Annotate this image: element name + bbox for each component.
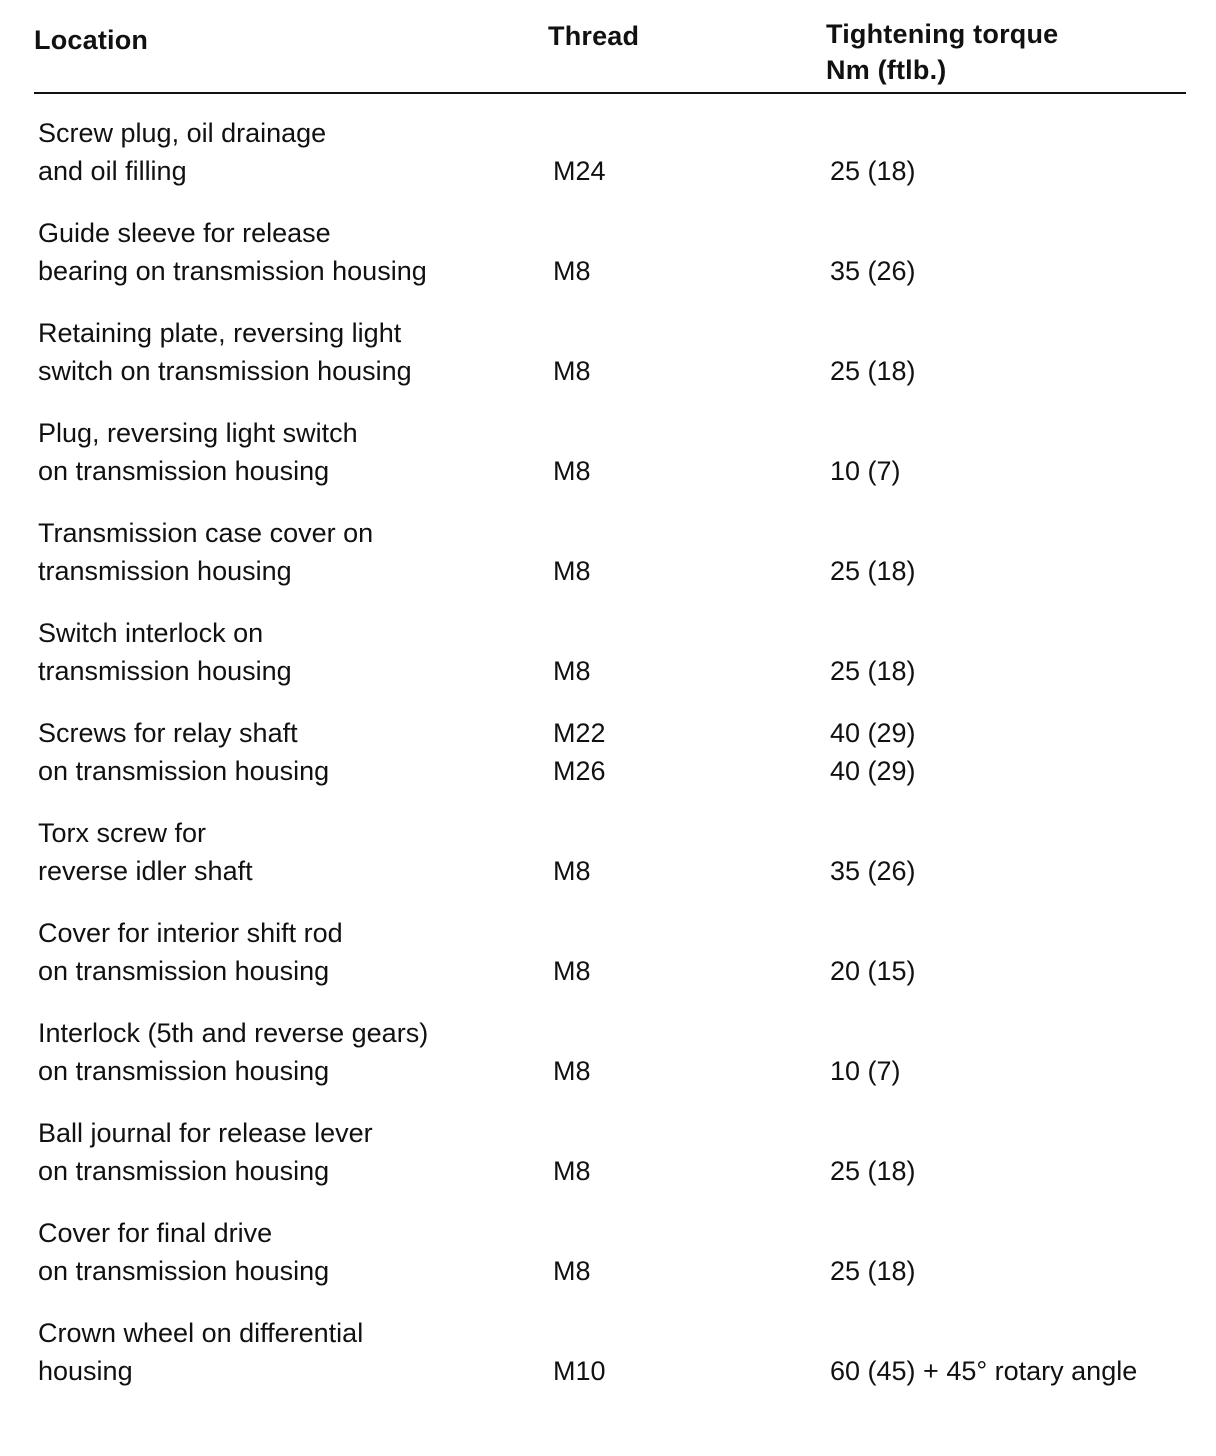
thread-cell [553,1252,591,1290]
location-line: Screw plug, oil drainage [38,118,327,148]
location-cell [38,614,292,690]
location-line: Switch interlock on [38,618,264,648]
thread-value: M8 [553,456,591,486]
torque-cell [830,552,916,590]
torque-cell [830,152,916,190]
thread-value: M8 [553,1156,591,1186]
location-line: Screws for relay shaft [38,718,298,748]
torque-cell [830,1052,901,1090]
table-row [0,114,1216,204]
torque-value: 35 (26) [830,256,916,286]
location-cell [38,1214,329,1290]
location-line: on transmission housing [38,456,330,486]
location-cell [38,414,358,490]
table-row [0,1314,1216,1404]
thread-cell [553,1052,591,1090]
table-row [0,1114,1216,1204]
torque-value: 25 (18) [830,156,916,186]
torque-cell [830,452,901,490]
table-row [0,1014,1216,1104]
location-line: Ball journal for release lever [38,1118,373,1148]
torque-cell [830,652,916,690]
location-cell [38,1314,363,1390]
table-row [0,214,1216,304]
location-line: Transmission case cover on [38,518,374,548]
location-cell [38,1014,428,1090]
column-header-torque-title: Tightening torque [826,19,1059,49]
thread-value: M8 [553,356,591,386]
table-row [0,814,1216,904]
location-line: on transmission housing [38,1056,330,1086]
thread-value: M24 [553,156,606,186]
torque-cell [830,1252,916,1290]
thread-value: M8 [553,556,591,586]
thread-value: M8 [553,956,591,986]
location-line: and oil filling [38,156,187,186]
location-line: Crown wheel on differential [38,1318,364,1348]
thread-value: M8 [553,1256,591,1286]
table-row [0,714,1216,804]
thread-cell [553,352,591,390]
location-cell [38,114,326,190]
location-line: Plug, reversing light switch [38,418,358,448]
torque-value: 40 (29) [830,756,916,786]
location-cell [38,814,253,890]
table-row [0,314,1216,404]
location-cell [38,514,373,590]
torque-value: 25 (18) [830,1156,916,1186]
thread-value: M26 [553,756,606,786]
torque-cell [830,252,916,290]
torque-cell [830,1152,916,1190]
location-line: on transmission housing [38,956,330,986]
header-rule [34,92,1186,94]
location-line: housing [38,1356,133,1386]
location-cell [38,314,412,390]
table-row [0,614,1216,704]
column-header-location: Location [34,25,149,55]
thread-value: M10 [553,1356,606,1386]
location-cell [38,714,329,790]
location-cell [38,214,427,290]
location-line: transmission housing [38,556,292,586]
torque-value: 20 (15) [830,956,916,986]
location-line: Retaining plate, reversing light [38,318,402,348]
thread-cell [553,252,591,290]
torque-value: 25 (18) [830,1256,916,1286]
thread-value: M22 [553,718,606,748]
column-header-torque-unit: Nm (ftlb.) [826,55,947,85]
torque-value: 35 (26) [830,856,916,886]
table-row [0,414,1216,504]
column-header-torque [826,16,1058,88]
torque-cell [830,852,916,890]
torque-value: 10 (7) [830,456,901,486]
thread-cell [553,1352,606,1390]
location-line: switch on transmission housing [38,356,412,386]
torque-value: 25 (18) [830,556,916,586]
torque-value: 60 (45) + 45° rotary angle [830,1356,1138,1386]
location-line: Torx screw for [38,818,207,848]
torque-cell [830,714,916,790]
thread-cell [553,452,591,490]
location-line: reverse idler shaft [38,856,253,886]
thread-value: M8 [553,856,591,886]
thread-cell [553,152,606,190]
table-row [0,914,1216,1004]
location-line: Cover for final drive [38,1218,273,1248]
location-line: Cover for interior shift rod [38,918,343,948]
table-row [0,514,1216,604]
location-line: transmission housing [38,656,292,686]
thread-cell [553,952,591,990]
torque-value: 40 (29) [830,718,916,748]
table-row [0,1214,1216,1304]
torque-value: 10 (7) [830,1056,901,1086]
location-cell [38,1114,373,1190]
thread-cell [553,714,606,790]
torque-value: 25 (18) [830,656,916,686]
location-line: on transmission housing [38,1156,330,1186]
thread-value: M8 [553,256,591,286]
thread-cell [553,652,591,690]
column-header-thread: Thread [548,21,640,51]
location-line: on transmission housing [38,1256,330,1286]
location-line: Guide sleeve for release [38,218,331,248]
location-cell [38,914,343,990]
location-line: on transmission housing [38,756,330,786]
location-line: Interlock (5th and reverse gears) [38,1018,429,1048]
torque-cell [830,1352,1137,1390]
torque-cell [830,352,916,390]
thread-cell [553,852,591,890]
thread-value: M8 [553,656,591,686]
torque-cell [830,952,916,990]
thread-value: M8 [553,1056,591,1086]
thread-cell [553,552,591,590]
location-line: bearing on transmission housing [38,256,427,286]
torque-value: 25 (18) [830,356,916,386]
thread-cell [553,1152,591,1190]
